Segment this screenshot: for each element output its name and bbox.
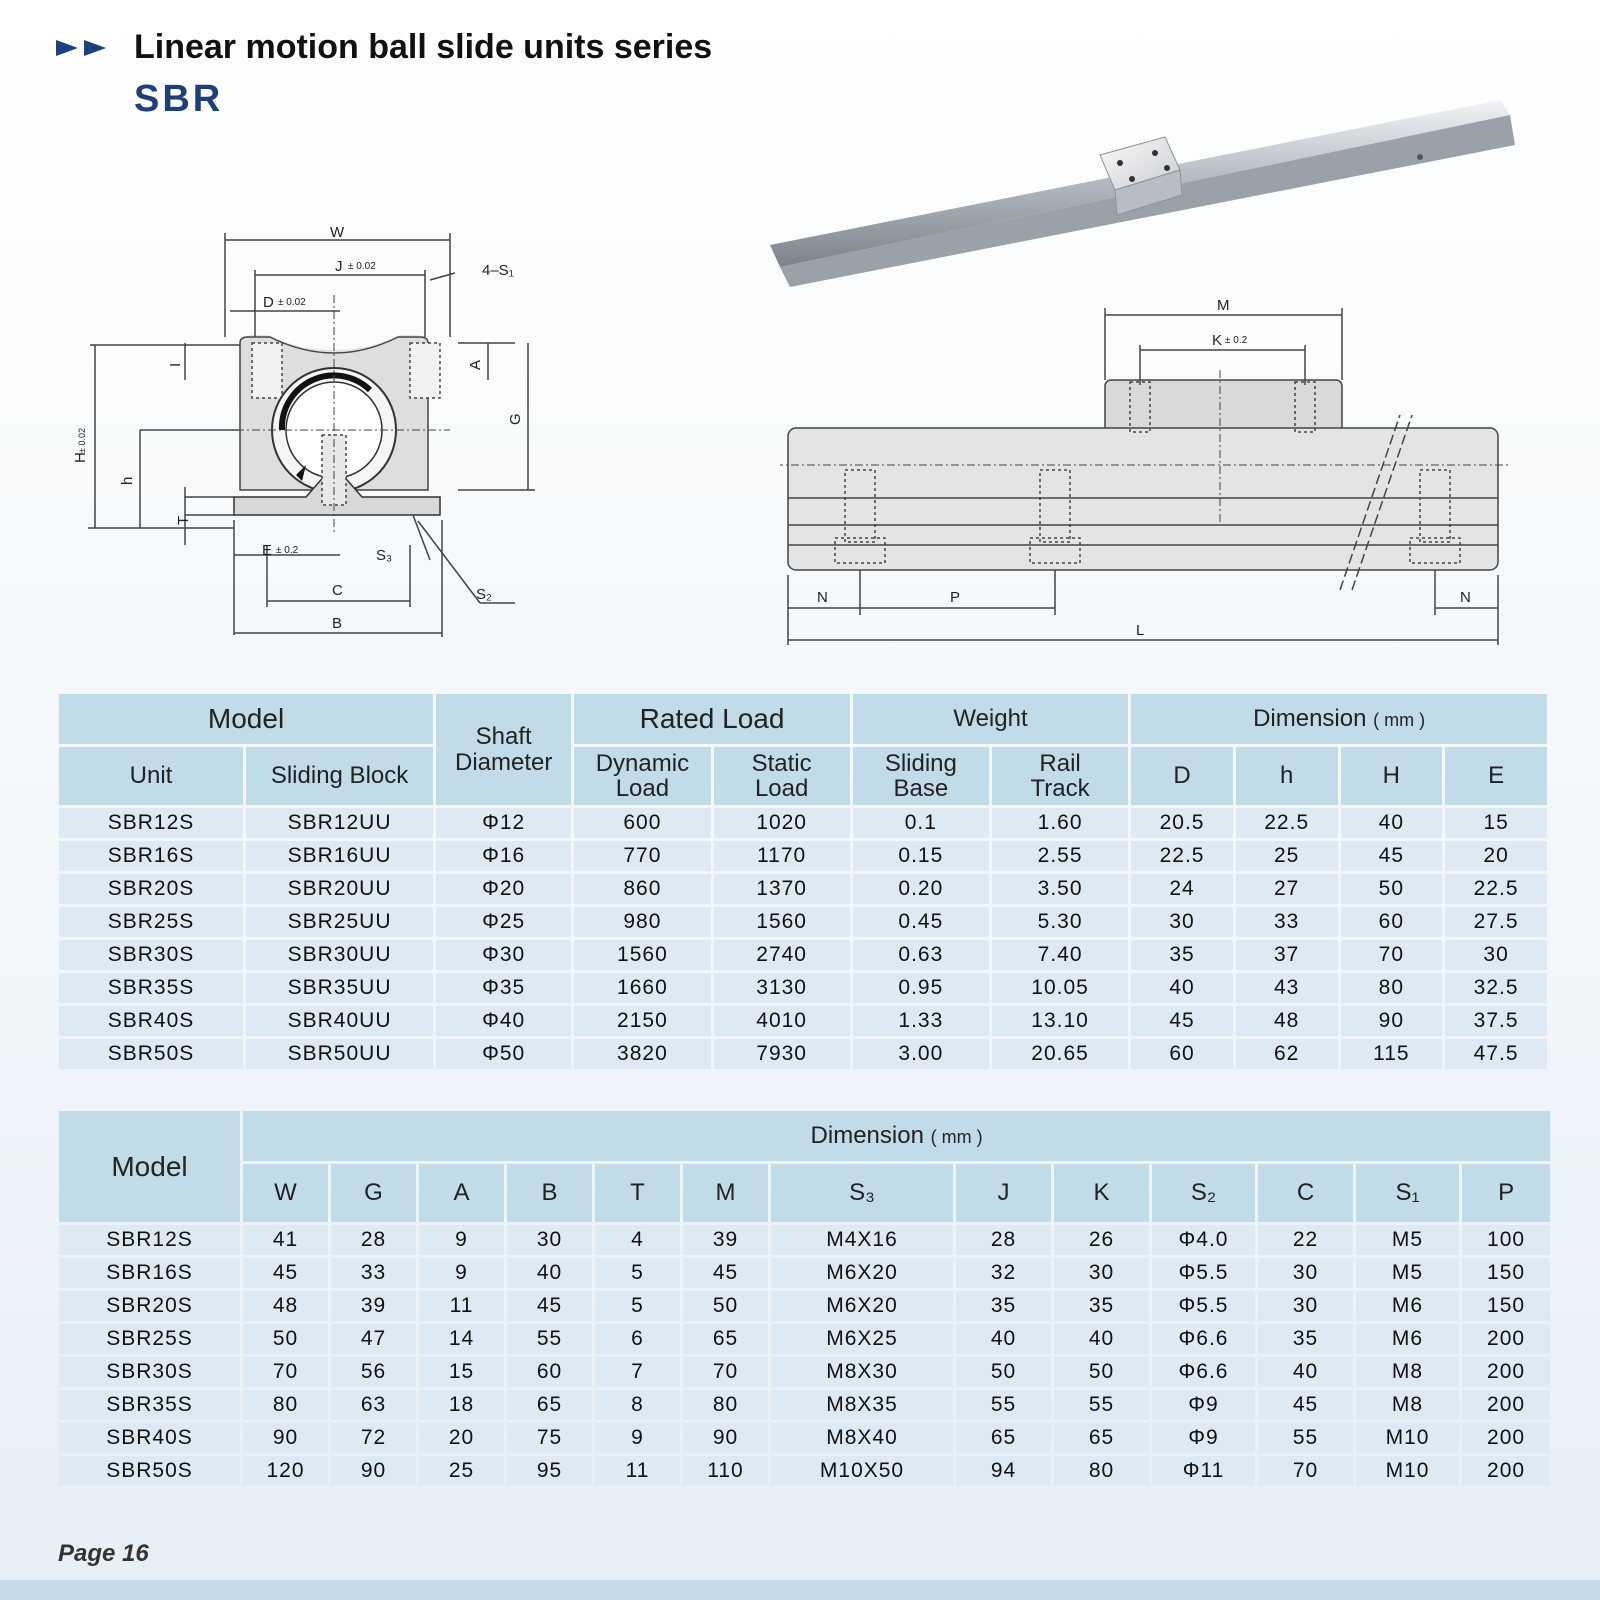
table-cell: Φ5.5 — [1152, 1258, 1255, 1288]
table-cell: 65 — [956, 1423, 1051, 1453]
table-cell: 45 — [243, 1258, 328, 1288]
table-cell: 1.33 — [853, 1006, 989, 1036]
table-cell: 80 — [1341, 973, 1443, 1003]
table-cell: 1170 — [714, 841, 850, 871]
table-cell: 20.65 — [992, 1039, 1128, 1069]
table-cell: M6 — [1356, 1324, 1459, 1354]
table-cell: 60 — [1341, 907, 1443, 937]
series-name: SBR — [134, 78, 224, 120]
table-row — [59, 1039, 1547, 1069]
table-cell: 40 — [956, 1324, 1051, 1354]
header-dimension-2: Dimension ( mm ) — [243, 1111, 1550, 1161]
table-cell: 3.50 — [992, 874, 1128, 904]
label-M: M — [1217, 297, 1230, 314]
table-cell: 4 — [595, 1225, 680, 1255]
table-cell: 41 — [243, 1225, 328, 1255]
table-cell: 65 — [683, 1324, 768, 1354]
table-cell: 75 — [507, 1423, 592, 1453]
table-cell: 200 — [1462, 1456, 1550, 1486]
table-cell: 8 — [595, 1390, 680, 1420]
header-sliding-base: Sliding Base — [853, 747, 989, 805]
column-header: G — [331, 1164, 416, 1222]
label-T: T — [175, 515, 192, 525]
table-cell: 9 — [419, 1258, 504, 1288]
table-cell: M6X20 — [771, 1258, 953, 1288]
table-cell: 4010 — [714, 1006, 850, 1036]
table-cell: 90 — [1341, 1006, 1443, 1036]
table-cell: 40 — [1341, 808, 1443, 838]
column-header: B — [507, 1164, 592, 1222]
table-cell: 200 — [1462, 1357, 1550, 1387]
label-N-left: N — [817, 589, 828, 606]
table-cell: Φ50 — [436, 1039, 571, 1069]
table-cell: 200 — [1462, 1423, 1550, 1453]
table-cell: 5.30 — [992, 907, 1128, 937]
table-cell: 5 — [595, 1258, 680, 1288]
header-model-2: Model — [59, 1111, 240, 1222]
table-cell: 3130 — [714, 973, 850, 1003]
table-cell: 15 — [419, 1357, 504, 1387]
table-cell: 24 — [1131, 874, 1233, 904]
table-cell: 2.55 — [992, 841, 1128, 871]
table-cell: 50 — [1054, 1357, 1149, 1387]
table-cell: Φ40 — [436, 1006, 571, 1036]
page-title: Linear motion ball slide units series — [134, 28, 713, 66]
label-C: C — [332, 582, 343, 599]
column-header: A — [419, 1164, 504, 1222]
table-cell: M6 — [1356, 1291, 1459, 1321]
table-cell: 56 — [331, 1357, 416, 1387]
table-cell: 14 — [419, 1324, 504, 1354]
table-cell: 37.5 — [1445, 1006, 1547, 1036]
table-cell: 40 — [1054, 1324, 1149, 1354]
table-cell: Φ35 — [436, 973, 571, 1003]
table-cell: 50 — [683, 1291, 768, 1321]
table-cell: 0.95 — [853, 973, 989, 1003]
table-cell: 27 — [1236, 874, 1338, 904]
header-dynamic-load: Dynamic Load — [574, 747, 710, 805]
table-cell: 0.63 — [853, 940, 989, 970]
table-cell: 70 — [1258, 1456, 1353, 1486]
table-cell: 860 — [574, 874, 710, 904]
table-cell: M8 — [1356, 1390, 1459, 1420]
column-header: W — [243, 1164, 328, 1222]
table-row — [59, 940, 1547, 970]
header-col-h: h — [1236, 747, 1338, 805]
table-cell: 13.10 — [992, 1006, 1128, 1036]
table-cell: 1560 — [574, 940, 710, 970]
table-cell: 60 — [507, 1357, 592, 1387]
table-cell: M8X35 — [771, 1390, 953, 1420]
table-cell: Φ25 — [436, 907, 571, 937]
table-cell: Φ30 — [436, 940, 571, 970]
table-cell: 30 — [1258, 1258, 1353, 1288]
table-cell: 50 — [1341, 874, 1443, 904]
table-cell: SBR40S — [59, 1006, 243, 1036]
table-cell: M5 — [1356, 1258, 1459, 1288]
table-cell: 55 — [1258, 1423, 1353, 1453]
label-S3: S₃ — [376, 547, 393, 564]
table-cell: 47 — [331, 1324, 416, 1354]
header-sliding-block: Sliding Block — [246, 747, 433, 805]
table-cell: 40 — [1131, 973, 1233, 1003]
label-K: K — [1212, 332, 1223, 349]
table-cell: 60 — [1131, 1039, 1233, 1069]
page-number: Page 16 — [58, 1540, 149, 1567]
label-H: H — [72, 452, 89, 463]
table-cell: 1020 — [714, 808, 850, 838]
table-cell: 39 — [331, 1291, 416, 1321]
table-cell: 0.1 — [853, 808, 989, 838]
label-H-tol: ± 0.02 — [77, 428, 87, 453]
table-cell: 120 — [243, 1456, 328, 1486]
table-cell: 35 — [1131, 940, 1233, 970]
table-cell: SBR25S — [59, 1324, 240, 1354]
header-unit: Unit — [59, 747, 243, 805]
table-cell: SBR16S — [59, 1258, 240, 1288]
double-arrow-icon — [56, 38, 116, 58]
table-row — [59, 874, 1547, 904]
table-cell: 18 — [419, 1390, 504, 1420]
table-cell: 45 — [507, 1291, 592, 1321]
column-header: S₁ — [1356, 1164, 1459, 1222]
header-dimension: Dimension ( mm ) — [1131, 694, 1547, 744]
column-header: K — [1054, 1164, 1149, 1222]
table-cell: M10 — [1356, 1423, 1459, 1453]
table-cell: 0.45 — [853, 907, 989, 937]
cross-section-drawing — [70, 225, 570, 655]
label-P: P — [950, 589, 961, 606]
table-cell: M4X16 — [771, 1225, 953, 1255]
table-cell: 11 — [595, 1456, 680, 1486]
table-cell: SBR25S — [59, 907, 243, 937]
table-cell: 30 — [1258, 1291, 1353, 1321]
table-cell: Φ4.0 — [1152, 1225, 1255, 1255]
table-cell: SBR35S — [59, 1390, 240, 1420]
header-col-D: D — [1131, 747, 1233, 805]
table-cell: SBR50S — [59, 1039, 243, 1069]
table-cell: 45 — [683, 1258, 768, 1288]
table-cell: 35 — [1054, 1291, 1149, 1321]
column-header: S₃ — [771, 1164, 953, 1222]
table-cell: 30 — [507, 1225, 592, 1255]
table-cell: 115 — [1341, 1039, 1443, 1069]
label-E-tol: ± 0.2 — [276, 545, 299, 556]
footer-band — [0, 1580, 1600, 1600]
table-cell: 35 — [956, 1291, 1051, 1321]
table-cell: 200 — [1462, 1390, 1550, 1420]
label-L: L — [1136, 622, 1145, 639]
table-cell: SBR40UU — [246, 1006, 433, 1036]
table-cell: 32 — [956, 1258, 1051, 1288]
table-cell: 25 — [1236, 841, 1338, 871]
table-cell: M6X20 — [771, 1291, 953, 1321]
header-weight: Weight — [853, 694, 1128, 744]
table-cell: 6 — [595, 1324, 680, 1354]
rail-product-image — [770, 95, 1540, 295]
table-cell: SBR25UU — [246, 907, 433, 937]
table-row — [59, 1291, 1550, 1321]
table-cell: 5 — [595, 1291, 680, 1321]
label-S2: S₂ — [476, 586, 492, 603]
table-cell: 9 — [419, 1225, 504, 1255]
table-cell: 55 — [507, 1324, 592, 1354]
table-cell: SBR30S — [59, 1357, 240, 1387]
table-cell: 30 — [1445, 940, 1547, 970]
table-cell: 110 — [683, 1456, 768, 1486]
table-cell: 70 — [683, 1357, 768, 1387]
table-cell: 11 — [419, 1291, 504, 1321]
table-cell: 35 — [1258, 1324, 1353, 1354]
table-cell: 50 — [243, 1324, 328, 1354]
table-cell: 1660 — [574, 973, 710, 1003]
table-row — [59, 841, 1547, 871]
table-cell: 43 — [1236, 973, 1338, 1003]
table-cell: 28 — [956, 1225, 1051, 1255]
table-cell: SBR30UU — [246, 940, 433, 970]
table-cell: Φ9 — [1152, 1390, 1255, 1420]
table-cell: 70 — [1341, 940, 1443, 970]
table-cell: 150 — [1462, 1258, 1550, 1288]
table-cell: 2740 — [714, 940, 850, 970]
table-row — [59, 1390, 1550, 1420]
table-cell: 25 — [419, 1456, 504, 1486]
header-rail-track: Rail Track — [992, 747, 1128, 805]
table-cell: 72 — [331, 1423, 416, 1453]
table-cell: M5 — [1356, 1225, 1459, 1255]
table-cell: SBR12UU — [246, 808, 433, 838]
table-cell: Φ12 — [436, 808, 571, 838]
table-cell: 15 — [1445, 808, 1547, 838]
table-cell: M10X50 — [771, 1456, 953, 1486]
label-N-right: N — [1460, 589, 1471, 606]
table-cell: 1370 — [714, 874, 850, 904]
table-cell: 100 — [1462, 1225, 1550, 1255]
table-cell: 45 — [1341, 841, 1443, 871]
table-cell: M6X25 — [771, 1324, 953, 1354]
label-W: W — [330, 225, 345, 241]
load-weight-table — [56, 691, 1550, 1072]
table-cell: M8 — [1356, 1357, 1459, 1387]
table-cell: 33 — [331, 1258, 416, 1288]
table-cell: 47.5 — [1445, 1039, 1547, 1069]
table-cell: M8X40 — [771, 1423, 953, 1453]
table-cell: 32.5 — [1445, 973, 1547, 1003]
column-header: C — [1258, 1164, 1353, 1222]
table-cell: 3820 — [574, 1039, 710, 1069]
table-cell: 20 — [419, 1423, 504, 1453]
label-B: B — [332, 615, 343, 632]
table-cell: SBR12S — [59, 1225, 240, 1255]
table-cell: 600 — [574, 808, 710, 838]
label-K-tol: ± 0.2 — [1225, 335, 1248, 346]
table-cell: 2150 — [574, 1006, 710, 1036]
table-cell: 48 — [1236, 1006, 1338, 1036]
table-cell: 150 — [1462, 1291, 1550, 1321]
table-cell: 7930 — [714, 1039, 850, 1069]
table-row — [59, 1006, 1547, 1036]
table-cell: SBR35S — [59, 973, 243, 1003]
table-cell: 62 — [1236, 1039, 1338, 1069]
table-row — [59, 907, 1547, 937]
table-cell: SBR35UU — [246, 973, 433, 1003]
table-cell: M8X30 — [771, 1357, 953, 1387]
column-header: M — [683, 1164, 768, 1222]
table-cell: 20 — [1445, 841, 1547, 871]
label-h: h — [119, 476, 136, 485]
table-cell: 55 — [956, 1390, 1051, 1420]
table-cell: Φ5.5 — [1152, 1291, 1255, 1321]
column-header: P — [1462, 1164, 1550, 1222]
table-cell: SBR20S — [59, 1291, 240, 1321]
table-cell: SBR16S — [59, 841, 243, 871]
table-cell: 1560 — [714, 907, 850, 937]
table-cell: Φ20 — [436, 874, 571, 904]
table-cell: 37 — [1236, 940, 1338, 970]
table-cell: 7.40 — [992, 940, 1128, 970]
dimension-table — [56, 1108, 1553, 1489]
table-cell: 22.5 — [1445, 874, 1547, 904]
table-cell: 80 — [1054, 1456, 1149, 1486]
table-cell: 770 — [574, 841, 710, 871]
table-cell: 63 — [331, 1390, 416, 1420]
table-cell: 7 — [595, 1357, 680, 1387]
table-cell: 65 — [1054, 1423, 1149, 1453]
table-cell: 95 — [507, 1456, 592, 1486]
table-cell: 20.5 — [1131, 808, 1233, 838]
header-model: Model — [59, 694, 433, 744]
label-D: D — [263, 294, 274, 311]
label-A: A — [467, 359, 484, 370]
table-cell: 3.00 — [853, 1039, 989, 1069]
label-D-tol: ± 0.02 — [278, 297, 306, 308]
table-cell: 28 — [331, 1225, 416, 1255]
label-I: I — [167, 362, 184, 367]
table-cell: 40 — [1258, 1357, 1353, 1387]
table-cell: SBR50S — [59, 1456, 240, 1486]
table-cell: Φ11 — [1152, 1456, 1255, 1486]
table-cell: 39 — [683, 1225, 768, 1255]
header-static-load: Static Load — [714, 747, 850, 805]
table-cell: 30 — [1054, 1258, 1149, 1288]
table-cell: 65 — [507, 1390, 592, 1420]
label-J-tol: ± 0.02 — [348, 261, 376, 272]
table-cell: 40 — [507, 1258, 592, 1288]
table-cell: Φ16 — [436, 841, 571, 871]
table-cell: 90 — [683, 1423, 768, 1453]
column-header: S₂ — [1152, 1164, 1255, 1222]
header-rated-load: Rated Load — [574, 694, 849, 744]
table-cell: SBR50UU — [246, 1039, 433, 1069]
table-cell: SBR16UU — [246, 841, 433, 871]
table-cell: 0.15 — [853, 841, 989, 871]
header-shaft-diameter: Shaft Diameter — [436, 694, 571, 805]
label-G: G — [507, 413, 524, 425]
table-cell: 26 — [1054, 1225, 1149, 1255]
table-cell: 55 — [1054, 1390, 1149, 1420]
column-header: T — [595, 1164, 680, 1222]
table-cell: 94 — [956, 1456, 1051, 1486]
table-cell: SBR20S — [59, 874, 243, 904]
table-cell: 45 — [1258, 1390, 1353, 1420]
table-cell: 80 — [683, 1390, 768, 1420]
table-row — [59, 1258, 1550, 1288]
label-E: E — [262, 542, 273, 559]
table-row — [59, 808, 1547, 838]
table-row — [59, 1324, 1550, 1354]
table-cell: 10.05 — [992, 973, 1128, 1003]
table-cell: 70 — [243, 1357, 328, 1387]
label-S1: 4–S₁ — [482, 262, 514, 279]
table-cell: 980 — [574, 907, 710, 937]
table-row — [59, 973, 1547, 1003]
table-cell: 22 — [1258, 1225, 1353, 1255]
table-cell: 48 — [243, 1291, 328, 1321]
table-cell: M10 — [1356, 1456, 1459, 1486]
table-cell: 33 — [1236, 907, 1338, 937]
table-cell: Φ9 — [1152, 1423, 1255, 1453]
table-row — [59, 1456, 1550, 1486]
label-J: J — [335, 258, 343, 275]
header-col-E: E — [1445, 747, 1547, 805]
table-cell: 9 — [595, 1423, 680, 1453]
table-cell: SBR40S — [59, 1423, 240, 1453]
table-cell: 0.20 — [853, 874, 989, 904]
table-cell: 1.60 — [992, 808, 1128, 838]
table-cell: 27.5 — [1445, 907, 1547, 937]
column-header: J — [956, 1164, 1051, 1222]
header-col-H: H — [1341, 747, 1443, 805]
table-cell: SBR20UU — [246, 874, 433, 904]
table-cell: 45 — [1131, 1006, 1233, 1036]
table-row — [59, 1423, 1550, 1453]
table-cell: 90 — [331, 1456, 416, 1486]
table-cell: 200 — [1462, 1324, 1550, 1354]
table-row — [59, 1225, 1550, 1255]
table-row — [59, 1357, 1550, 1387]
table-cell: 22.5 — [1131, 841, 1233, 871]
side-view-drawing — [780, 290, 1540, 660]
table-cell: SBR30S — [59, 940, 243, 970]
table-cell: Φ6.6 — [1152, 1357, 1255, 1387]
table-cell: 80 — [243, 1390, 328, 1420]
table-cell: 50 — [956, 1357, 1051, 1387]
table-cell: 90 — [243, 1423, 328, 1453]
table-cell: Φ6.6 — [1152, 1324, 1255, 1354]
table-cell: 22.5 — [1236, 808, 1338, 838]
table-cell: SBR12S — [59, 808, 243, 838]
table-cell: 30 — [1131, 907, 1233, 937]
